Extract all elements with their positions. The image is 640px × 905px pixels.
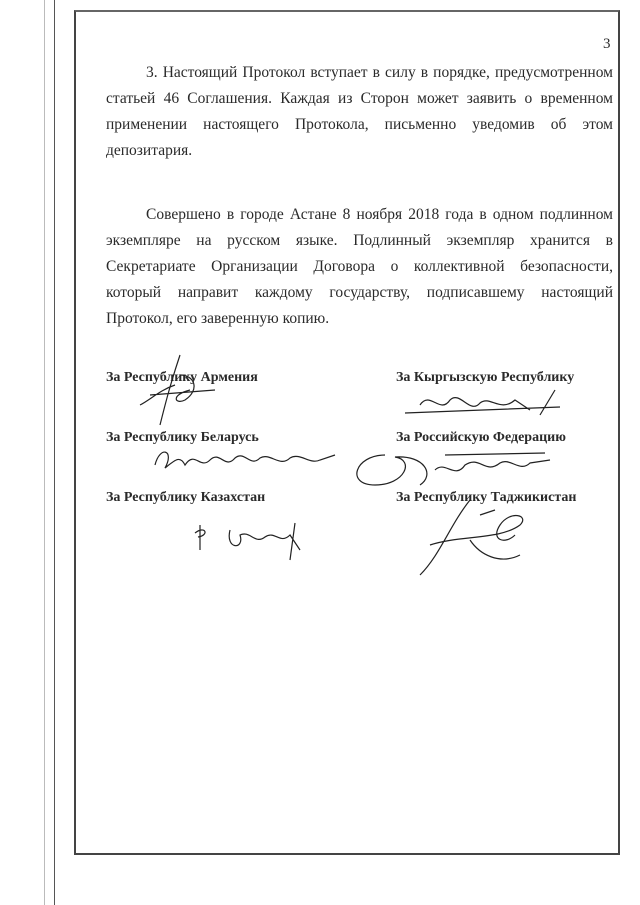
signature-tajikistan: [410, 495, 540, 580]
signatory-kazakhstan: За Республику Казахстан: [106, 490, 266, 505]
signatory-kyrgyzstan: За Кыргызскую Республику: [396, 370, 575, 385]
signature-kazakhstan: [190, 515, 310, 560]
page-number: 3: [603, 36, 611, 52]
signature-russia: [345, 445, 560, 495]
signature-armenia: [120, 345, 230, 435]
signature-belarus: [150, 440, 340, 475]
paragraph-text: 3. Настоящий Протокол вступает в силу в порядке, предусмотренном статьей 46 Соглашения. Каждая из Сторон может заявить о временном применении настоящего Протокола, письменно уведомив об этом депозитария.: [106, 64, 613, 159]
binding-edge-line: [54, 0, 55, 905]
paragraph-text: Совершено в городе Астане 8 ноября 2018 года в одном подлинном экземпляре на русском языке. Подлинный экземпляр хранится в Секретариате Организации Договора о коллективной безопасности, который направит каждому государству, подписавшему настоящий Протокол, его заверенную копию.: [106, 206, 613, 327]
signatory-tajikistan: За Республику Таджикистан: [396, 490, 577, 505]
signature-kyrgyzstan: [400, 385, 570, 425]
paragraph-done-at: [106, 202, 613, 332]
paragraph-entry-into-force: [106, 60, 613, 164]
signatory-russia: За Российскую Федерацию: [396, 430, 566, 445]
binding-edge-line: [44, 0, 45, 905]
signatory-belarus: За Республику Беларусь: [106, 430, 259, 445]
signatory-armenia: За Республику Армения: [106, 370, 258, 385]
